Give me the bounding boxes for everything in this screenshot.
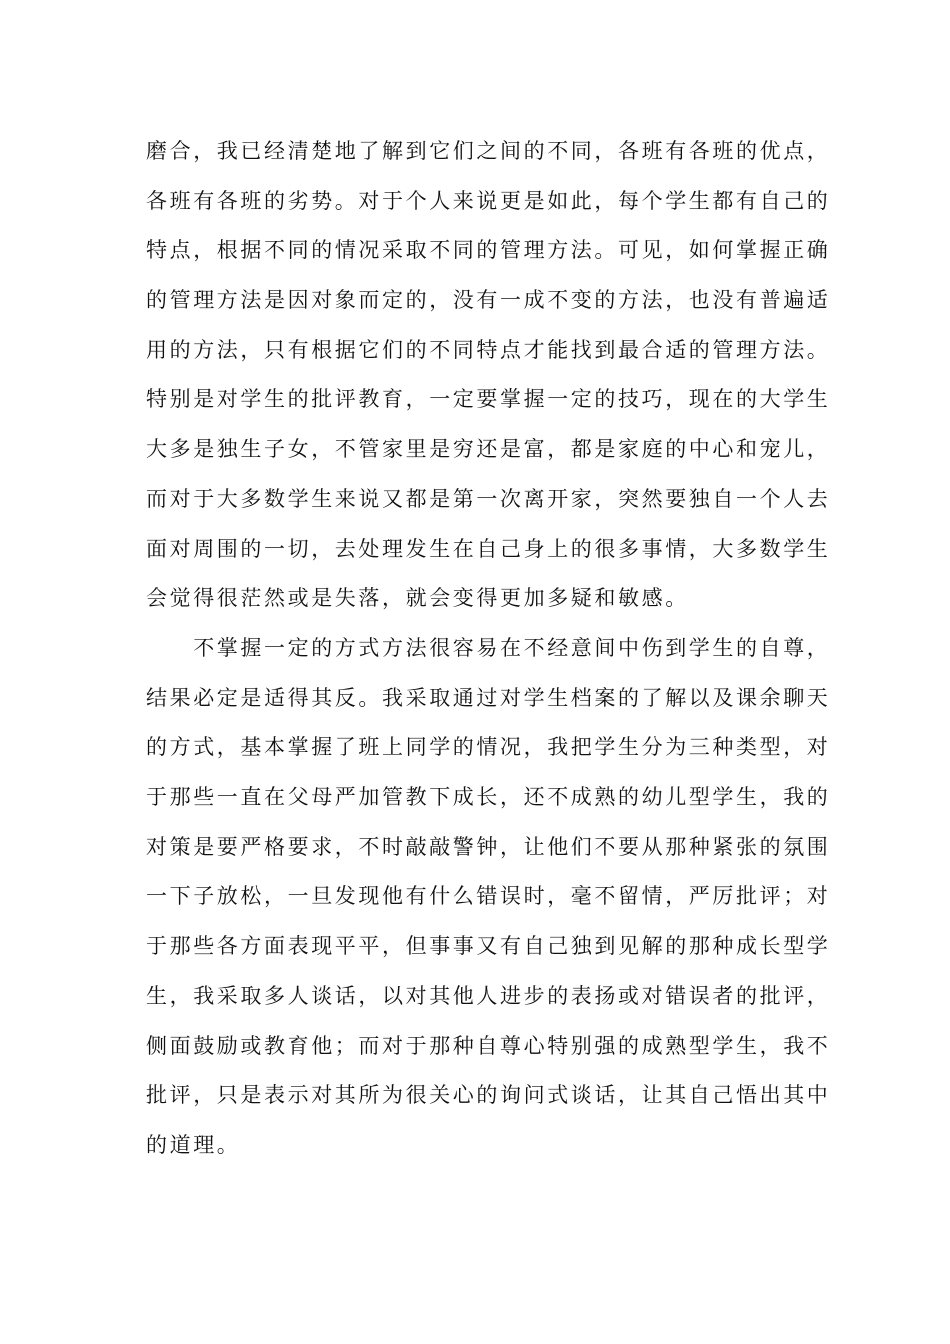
text-line: 面对周围的一切，去处理发生在自己身上的很多事情，大多数学生 <box>146 536 831 561</box>
text-line: 特别是对学生的批评教育，一定要掌握一定的技巧，现在的大学生 <box>146 387 831 412</box>
text-line: 于那些一直在父母严加管教下成长，还不成熟的幼儿型学生，我的 <box>146 785 831 810</box>
text-line: 特点，根据不同的情况采取不同的管理方法。可见，如何掌握正确 <box>146 238 831 263</box>
text-line: 一下子放松，一旦发现他有什么错误时，毫不留情，严厉批评；对 <box>146 884 831 909</box>
text-line: 结果必定是适得其反。我采取通过对学生档案的了解以及课余聊天 <box>146 685 831 710</box>
text-line: 用的方法，只有根据它们的不同特点才能找到最合适的管理方法。 <box>146 337 831 362</box>
text-line: 生，我采取多人谈话，以对其他人进步的表扬或对错误者的批评， <box>146 983 831 1008</box>
paragraph-1 <box>146 135 831 632</box>
text-line: 的道理。 <box>146 1132 241 1157</box>
text-line: 磨合，我已经清楚地了解到它们之间的不同，各班有各班的优点， <box>146 139 831 163</box>
text-line: 批评，只是表示对其所为很关心的询问式谈话，让其自己悟出其中 <box>146 1083 831 1108</box>
text-line: 侧面鼓励或教育他；而对于那种自尊心特别强的成熟型学生，我不 <box>146 1033 831 1058</box>
text-line: 的管理方法是因对象而定的，没有一成不变的方法，也没有普遍适 <box>146 288 831 313</box>
text-line: 各班有各班的劣势。对于个人来说更是如此，每个学生都有自己的 <box>146 188 831 213</box>
paragraph-2 <box>146 632 831 1179</box>
text-line: 会觉得很茫然或是失落，就会变得更加多疑和敏感。 <box>146 586 689 611</box>
text-line: 对策是要严格要求，不时敲敲警钟，让他们不要从那种紧张的氛围 <box>146 834 831 859</box>
text-line: 大多是独生子女，不管家里是穷还是富，都是家庭的中心和宠儿， <box>146 437 831 462</box>
text-line: 于那些各方面表现平平，但事事又有自己独到见解的那种成长型学 <box>146 934 831 959</box>
text-line: 而对于大多数学生来说又都是第一次离开家，突然要独自一个人去 <box>146 486 831 511</box>
text-line: 的方式，基本掌握了班上同学的情况，我把学生分为三种类型，对 <box>146 735 831 760</box>
text-line: 不掌握一定的方式方法很容易在不经意间中伤到学生的自尊， <box>146 636 831 660</box>
